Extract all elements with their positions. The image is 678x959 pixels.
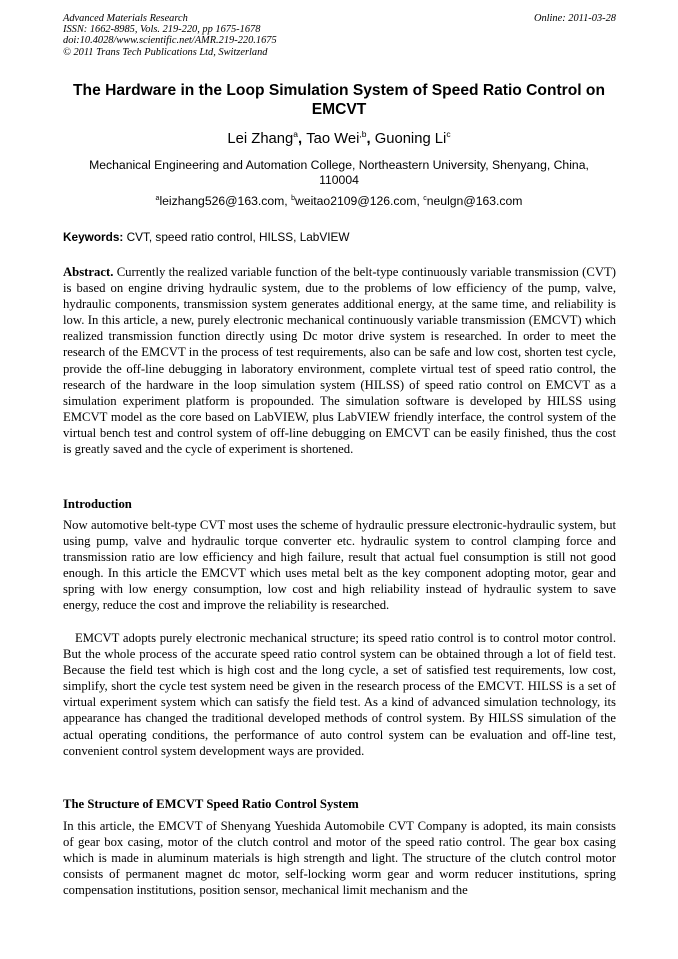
email-address[interactable]: neulgn@163.com — [426, 194, 523, 208]
section-heading-introduction: Introduction — [63, 497, 132, 511]
paragraph: Now automotive belt-type CVT most uses the scheme of hydraulic pressure electronic-hydraulic system, but using pump, valve and hydraulic torque converter etc. hydraulic system to control clamping force and transmission ratio are low efficiency and high failure, result that actual fuel consumption is still not good enough. In this article the EMCVT which uses metal belt as the key component adopting motor, gear and spring with low energy consumption, low cost and high reliability instead of hydraulic system to save energy, reduce the cost and improve the reliability is researched. — [63, 518, 616, 613]
keywords — [63, 230, 616, 244]
journal-header — [63, 13, 616, 58]
abstract-text: Currently the realized variable function of the belt-type continuously variable transmission (CVT) is based on engine driving hydraulic system, due to the problems of low efficiency of the pump, valve, hydraulic components, transmission system generates additional energy, at the same time, and reliability is low. In this article, a new, purely electronic mechanical continuously variable transmission (EMCVT) which realized transmission function directly using Dc motor drive system is researched. In order to meet the research of the EMCVT in the process of test requirements, also can be safe and low cost, shorten test cycle, provide the off-line debugging in laboratory environment, complete virtual test of speed ratio control, the research of the hardware in the loop simulation system (HILSS) of speed ratio control on EMCVT as a simulation experiment platform is propounded. The simulation software is developed by HILSS using EMCVT model as the core based on LabVIEW, plus LabVIEW friendly interface, the control system of the virtual bench test and control system of off-line debugging on EMCVT can be easily finished, thus the cost is greatly saved and the cycle of experiment is shortened. — [63, 265, 616, 457]
journal-issn: ISSN: 1662-8985, Vols. 219-220, pp 1675-1678 — [63, 24, 261, 36]
affiliation: Mechanical Engineering and Automation College, Northeastern University, Shenyang, China, 110004 — [89, 158, 589, 187]
author-mark: c — [446, 129, 451, 139]
paper-title: The Hardware in the Loop Simulation System of Speed Ratio Control on EMCVT — [73, 82, 605, 118]
keywords-text: CVT, speed ratio control, HILSS, LabVIEW — [123, 230, 350, 244]
section-heading-structure: The Structure of EMCVT Speed Ratio Control System — [63, 797, 359, 811]
online-date: Online: 2011-03-28 — [533, 13, 616, 24]
email-mark: c — [423, 195, 427, 202]
email-address[interactable]: leizhang526@163.com — [159, 194, 285, 208]
email-mark: a — [155, 195, 160, 202]
email-separator: , — [284, 194, 292, 208]
author-mark: a — [293, 129, 298, 139]
keywords-label: Keywords: — [63, 230, 124, 244]
author-name: Guoning Li — [374, 131, 447, 147]
journal-name: Advanced Materials Research — [63, 13, 188, 24]
email-address[interactable]: weitao2109@126.com — [294, 194, 417, 208]
paragraph: In this article, the EMCVT of Shenyang Yueshida Automobile CVT Company is adopted, its main consists of gear box casing, motor of the clutch control and motor of the speed ratio control. The gear box casing which is made in aluminum materials is high strength and light. The structure of the clutch control motor consists of permanent magnet dc motor, self-locking worm gear and worm reducer institutions, spring compensation institutions, position sensor, mechanical limit mechanism and the — [63, 819, 616, 898]
paragraph: EMCVT adopts purely electronic mechanical structure; its speed ratio control is to control motor control. But the whole process of the accurate speed ratio control system can be obtained through a lot of field test. Because the field test which is high cost and the long cycle, a set of satisfied test requirements, low cost, simplify, short the cycle test system need be given in the research process of the EMCVT. HILSS is a set of virtual experiment system which can satisfy the field test. As a kind of advanced simulation technology, its appearance has changed the traditional developed methods of control system. By HILSS simulation of the actual operating conditions, the performance of auto control system can be evaluation and off-line test, convenient control system development ways are provided. — [63, 631, 616, 758]
author-list — [0, 130, 678, 148]
email-separator: , — [416, 194, 424, 208]
author-mark: ,b — [359, 129, 367, 139]
email-mark: b — [291, 195, 295, 202]
email-list — [0, 194, 678, 208]
author-separator: , — [366, 131, 375, 147]
abstract — [63, 264, 616, 457]
abstract-label: Abstract. — [63, 265, 114, 279]
author-separator: , — [297, 131, 307, 147]
author-name: Lei Zhang — [227, 131, 294, 147]
author-name: Tao Wei — [306, 131, 360, 147]
journal-doi: doi:10.4028/www.scientific.net/AMR.219-220.1675 — [63, 35, 277, 47]
journal-copyright: © 2011 Trans Tech Publications Ltd, Switzerland — [63, 46, 268, 58]
